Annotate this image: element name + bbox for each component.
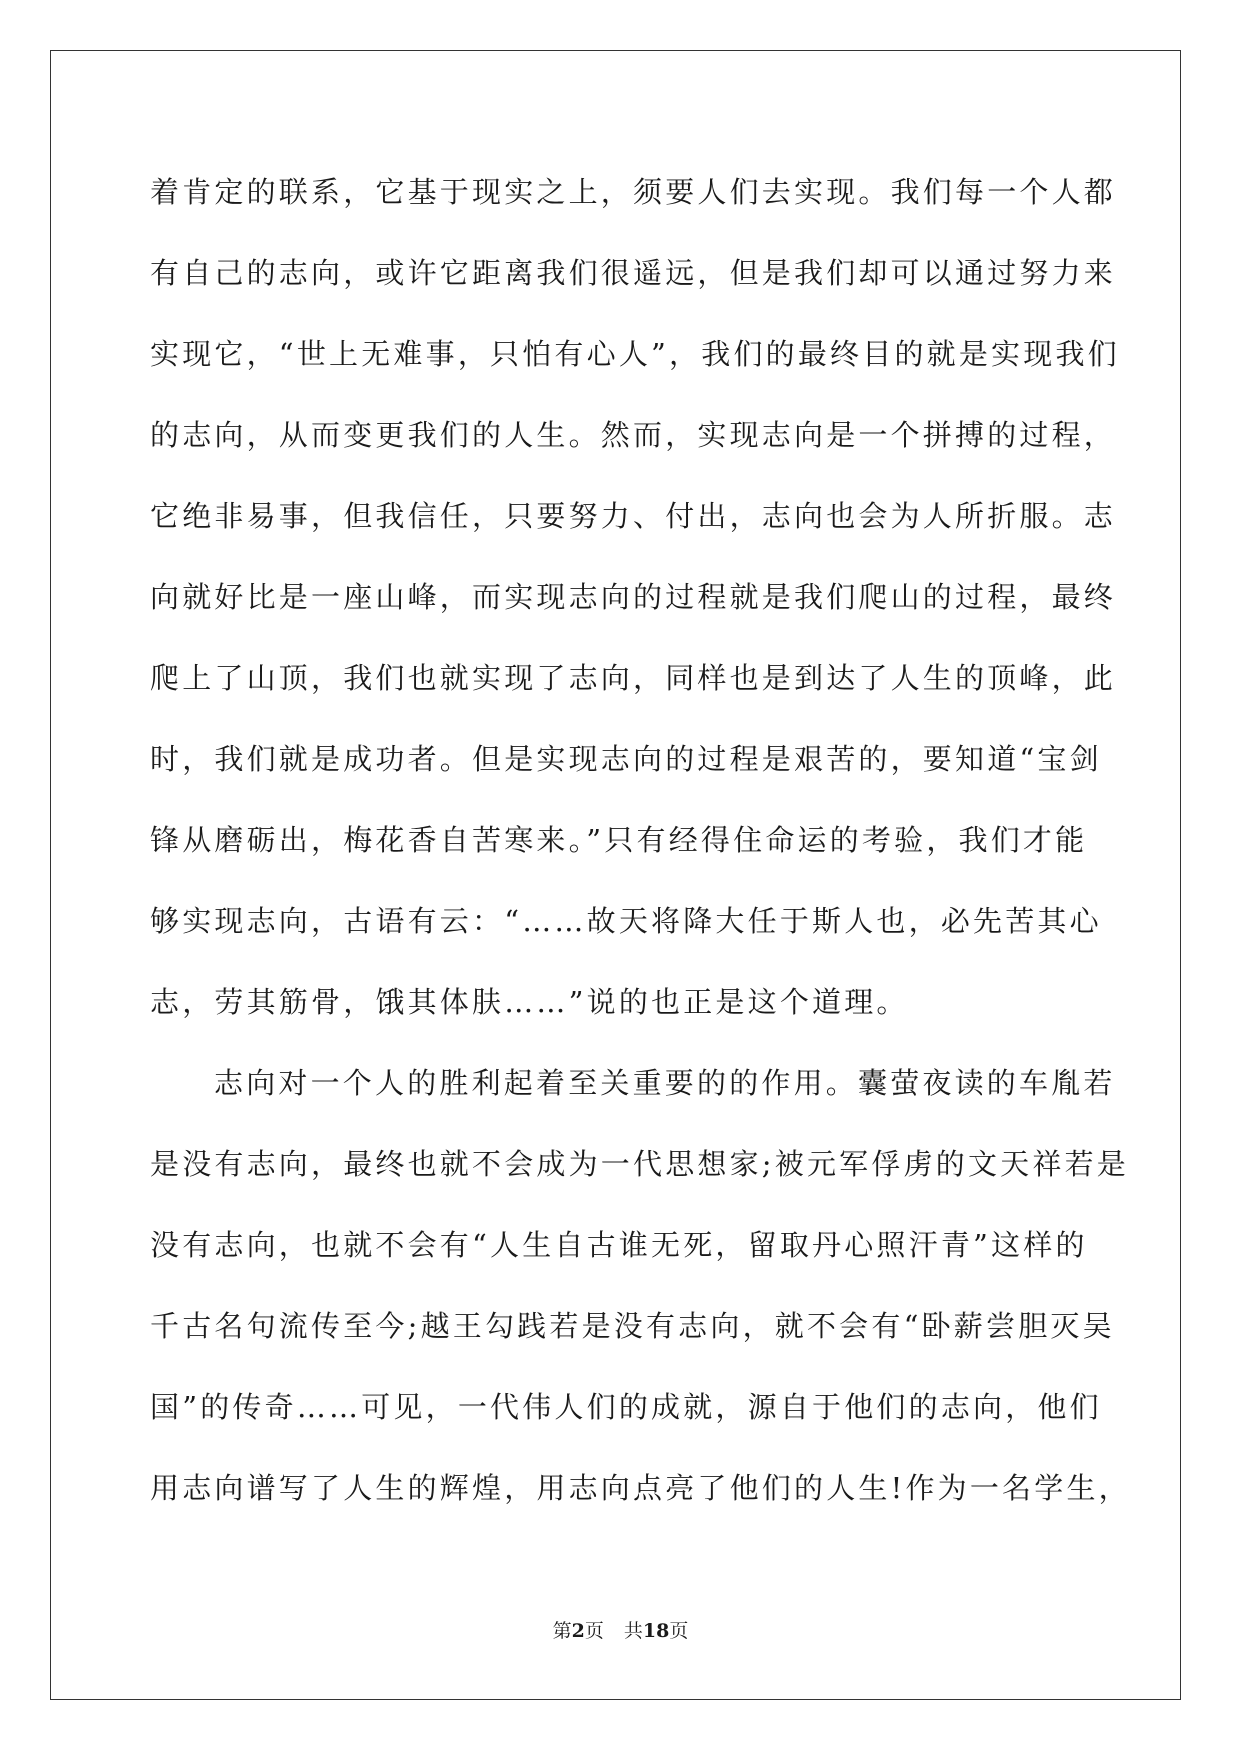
- page-footer: [0, 1616, 1241, 1643]
- document-body: [150, 152, 1131, 1529]
- text-line: 时，我们就是成功者。但是实现志向的过程是艰苦的，要知道“宝剑: [150, 742, 1102, 776]
- text-line: 用志向谱写了人生的辉煌，用志向点亮了他们的人生!作为一名学生，: [150, 1471, 1131, 1505]
- text-line: 爬上了山顶，我们也就实现了志向，同样也是到达了人生的顶峰，此: [150, 661, 1117, 695]
- text-line: 没有志向，也就不会有“人生自古谁无死，留取丹心照汗青”这样的: [150, 1228, 1088, 1262]
- page-number-prefix: 第: [552, 1620, 572, 1642]
- page-number-current: 2: [571, 1620, 585, 1642]
- text-line: 千古名句流传至今;越王勾践若是没有志向，就不会有“卧薪尝胆灭吴: [150, 1309, 1115, 1343]
- page-number-total: 18: [642, 1620, 670, 1642]
- page-total-prefix: 共: [623, 1620, 643, 1642]
- text-line: 实现它，“世上无难事，只怕有心人”，我们的最终目的就是实现我们: [150, 337, 1120, 371]
- text-line: 有自己的志向，或许它距离我们很遥远，但是我们却可以通过努力来: [150, 256, 1117, 290]
- text-line: 志，劳其筋骨，饿其体肤……”说的也正是这个道理。: [150, 985, 909, 1019]
- paragraph-start-line: 志向对一个人的胜利起着至关重要的的作用。囊萤夜读的车胤若: [214, 1066, 1116, 1100]
- text-line: 国”的传奇……可见，一代伟人们的成就，源自于他们的志向，他们: [150, 1390, 1102, 1424]
- text-line: 向就好比是一座山峰，而实现志向的过程就是我们爬山的过程，最终: [150, 580, 1117, 614]
- page-number-suffix: 页: [584, 1620, 604, 1642]
- text-line: 的志向，从而变更我们的人生。然而，实现志向是一个拼搏的过程，: [150, 418, 1117, 452]
- text-line: 是没有志向，最终也就不会成为一代思想家;被元军俘虏的文天祥若是: [150, 1147, 1129, 1181]
- page-total-suffix: 页: [669, 1620, 689, 1642]
- text-line: 够实现志向，古语有云：“……故天将降大任于斯人也，必先苦其心: [150, 904, 1102, 938]
- text-line: 着肯定的联系，它基于现实之上，须要人们去实现。我们每一个人都: [150, 175, 1117, 209]
- text-line: 它绝非易事，但我信任，只要努力、付出，志向也会为人所折服。志: [150, 499, 1117, 533]
- text-line: 锋从磨砺出，梅花香自苦寒来。”只有经得住命运的考验，我们才能: [150, 823, 1088, 857]
